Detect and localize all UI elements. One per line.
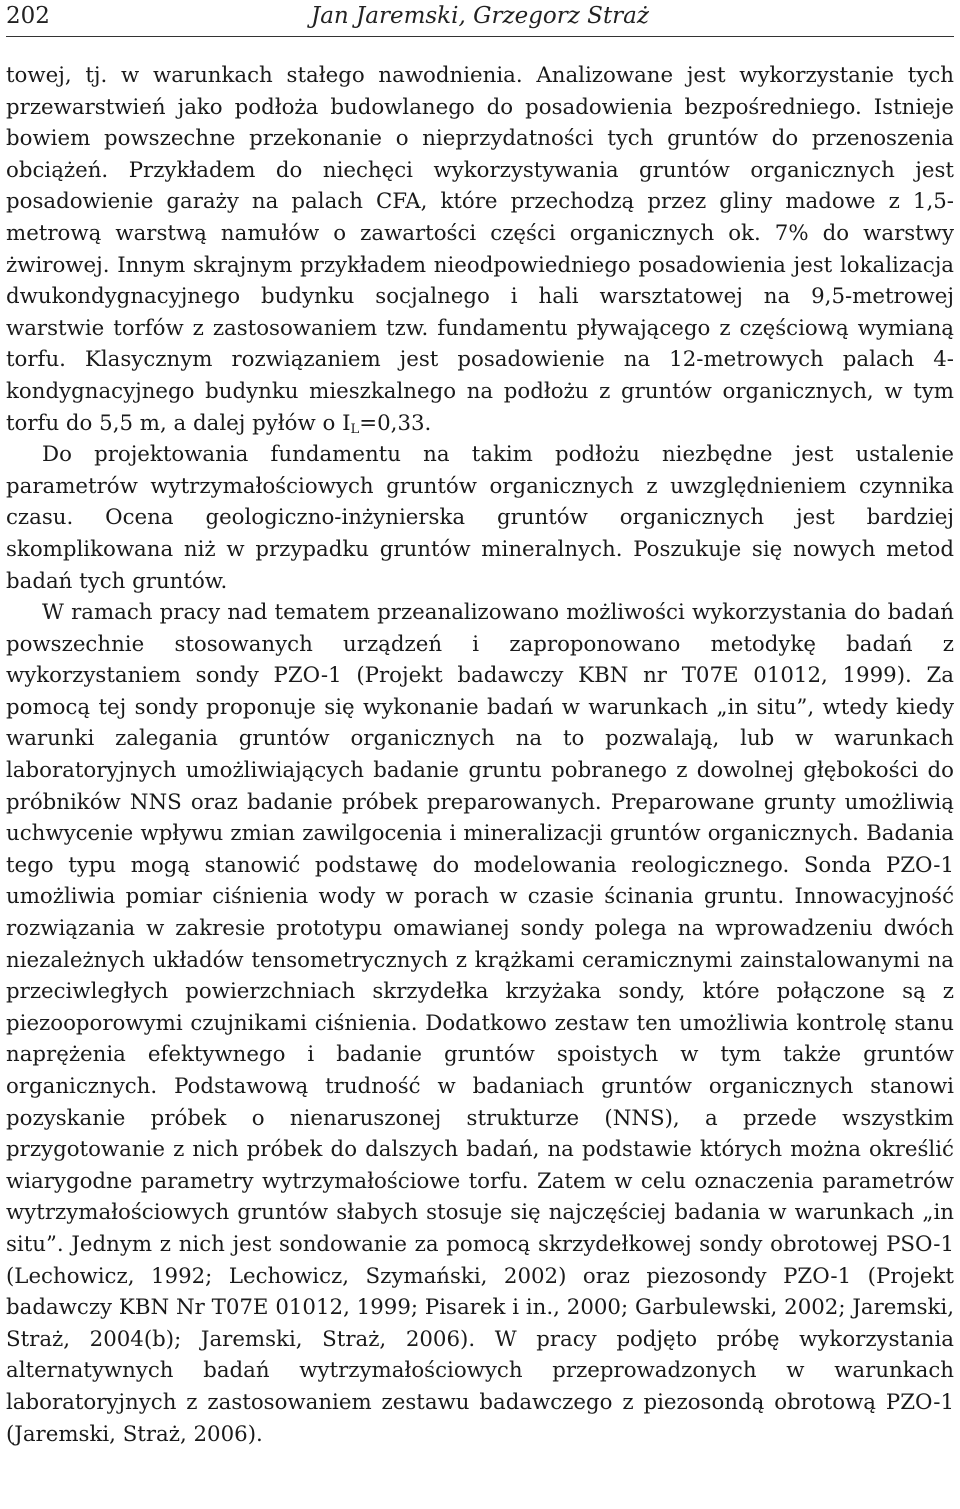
paragraph-2: Do projektowania fundamentu na takim podłożu niezbędne jest ustalenie parametrów wytrzymałościowych gruntów organicznych z uwzględnieniem czynnika czasu. Ocena geologiczno-inżynierska gruntów organicznych jest bardziej skomplikowana niż w przypadku gruntów mineralnych. Poszukuje się nowych metod badań tych gruntów.: [6, 442, 954, 594]
paragraph-1-end: =0,33.: [359, 410, 432, 436]
paragraph-1: [6, 60, 954, 439]
page-header: [0, 0, 960, 40]
subscript-l: L: [350, 421, 360, 437]
header-rule: [6, 36, 954, 37]
running-head: Jan Jaremski, Grzegorz Straż: [310, 3, 650, 29]
body-text: [6, 60, 954, 1450]
paragraph-3: W ramach pracy nad tematem przeanalizowano możliwości wykorzystania do badań powszechnie stosowanych urządzeń i zaproponowano metodykę badań z wykorzystaniem sondy PZO-1 (Projekt badawczy KBN nr T07E 01012, 1999). Za pomocą tej sondy proponuje się wykonanie badań w warunkach „in situ”, wtedy kiedy warunki zalegania gruntów organicznych na to pozwalają, lub w warunkach laboratoryjnych umożliwiających badanie gruntu pobranego z dowolnej głębokości do próbników NNS oraz badanie próbek preparowanych. Preparowane grunty umożliwią uchwycenie wpływu zmian zawilgocenia i mineralizacji gruntów organicznych. Badania tego typu mogą stanowić podstawę do modelowania reologicznego. Sonda PZO-1 umożliwia pomiar ciśnienia wody w porach w czasie ścinania gruntu. Innowacyjność rozwiązania w zakresie prototypu omawianej sondy polega na wprowadzeniu dwóch niezależnych układów tensometrycznych z krążkami ceramicznymi zainstalowanymi na przeciwległych powierzchniach skrzydełka krzyżaka sondy, które połączone są z piezooporowymi czujnikami ciśnienia. Dodatkowo zestaw ten umożliwia kontrolę stanu naprężenia efektywnego i badanie gruntów spoistych w tym także gruntów organicznych. Podstawową trudność w badaniach gruntów organicznych stanowi pozyskanie próbek o nienaruszonej strukturze (NNS), a przede wszystkim przygotowanie z nich próbek do dalszych badań, na podstawie których można określić wiarygodne parametry wytrzymałościowe torfu. Zatem w celu oznaczenia parametrów wytrzymałościowych gruntów słabych stosuje się najczęściej badania w warunkach „in situ”. Jednym z nich jest sondowanie za pomocą skrzydełkowej sondy obrotowej PSO-1 (Lechowicz, 1992; Lechowicz, Szymański, 2002) oraz piezosondy PZO-1 (Projekt badawczy KBN Nr T07E 01012, 1999; Pisarek i in., 2000; Garbulewski, 2002; Jaremski, Straż, 2004(b); Jaremski, Straż, 2006). W pracy podjęto próbę wykorzystania alternatywnych badań wytrzymałościowych przeprowadzonych w warunkach laboratoryjnych z zastosowaniem zestawu badawczego z piezosondą obrotową PZO-1 (Jaremski, Straż, 2006).: [6, 600, 954, 1447]
paragraph-1-text: towej, tj. w warunkach stałego nawodnienia. Analizowane jest wykorzystanie tych przewarstwień jako podłoża budowlanego do posadowienia bezpośredniego. Istnieje bowiem powszechne przekonanie o nieprzydatności tych gruntów do przenoszenia obciążeń. Przykładem do niechęci wykorzystywania gruntów organicznych jest posadowienie garaży na palach CFA, które przechodzą przez gliny madowe z 1,5-metrową warstwą namułów o zawartości części organicznych ok. 7% do warstwy żwirowej. Innym skrajnym przykładem nieodpowiedniego posadowienia jest lokalizacja dwukondygnacyjnego budynku socjalnego i hali warsztatowej na 9,5-metrowej warstwie torfów z zastosowaniem tzw. fundamentu pływającego z częściową wymianą torfu. Klasycznym rozwiązaniem jest posadowienie na 12-metrowych palach 4-kondygnacyjnego budynku mieszkalnego na podłożu z gruntów organicznych, w tym torfu do 5,5 m, a dalej pyłów o I: [6, 63, 954, 436]
page-number: 202: [6, 3, 50, 29]
